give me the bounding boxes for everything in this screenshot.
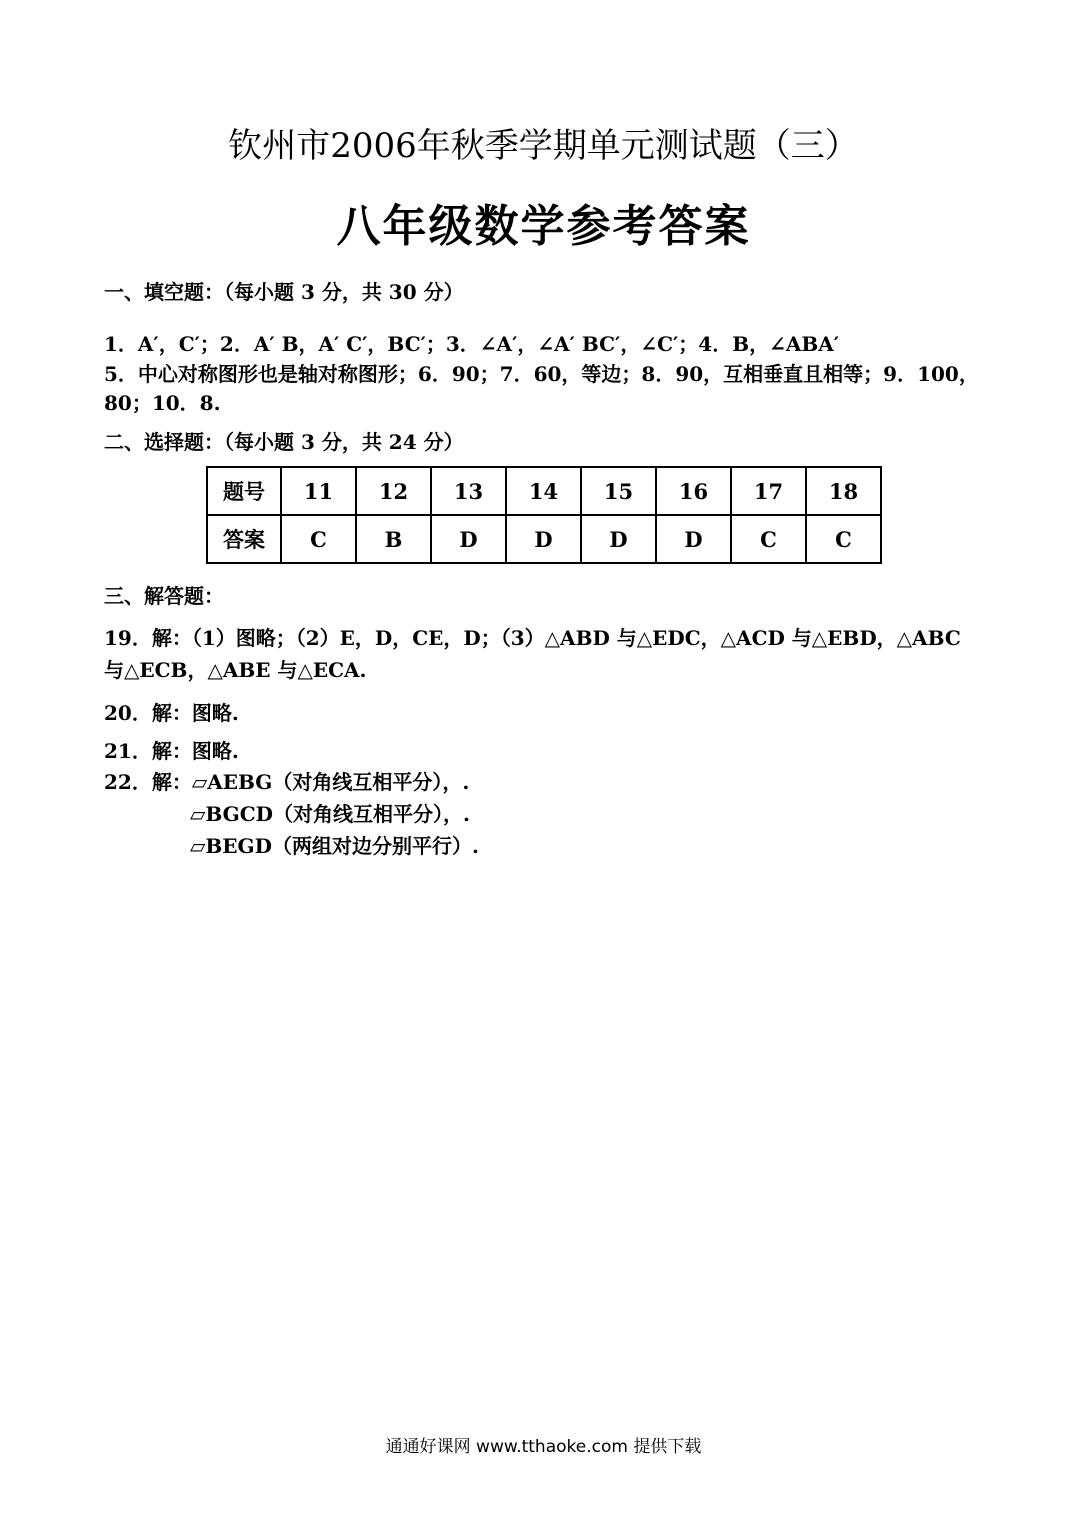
document-subtitle: 八年级数学参考答案 <box>336 201 751 252</box>
question-number-cell: 12 <box>356 467 431 515</box>
answer-cell: B <box>356 515 431 563</box>
answer-cell: D <box>581 515 656 563</box>
question-22-line-3: ▱BEGD（两组对边分别平行）. <box>190 834 479 858</box>
document-title: 钦州市2006年秋季学期单元测试题（三） <box>228 126 859 166</box>
answer-cell: C <box>731 515 806 563</box>
section-3-heading: 三、解答题： <box>104 584 224 608</box>
question-number-cell: 15 <box>581 467 656 515</box>
section-1-heading: 一、填空题：（每小题 3 分，共 30 分） <box>104 280 464 304</box>
page-footer: 通通好课网 www.tthaoke.com 提供下载 <box>385 1437 702 1457</box>
answer-cell: D <box>656 515 731 563</box>
section-1-answers-line-3: 80；10．8. <box>104 391 221 415</box>
answer-cell: C <box>806 515 881 563</box>
question-19-line-1: 19．解：（1）图略；（2）E，D，CE，D；（3）△ABD 与△EDC，△ACD 与△EBD，△ABC <box>104 626 961 650</box>
question-number-cell: 14 <box>506 467 581 515</box>
answer-cell: D <box>431 515 506 563</box>
question-number-row <box>207 467 881 515</box>
section-2-heading: 二、选择题：（每小题 3 分，共 24 分） <box>104 430 464 454</box>
answer-row <box>207 515 881 563</box>
section-1-answers-line-2: 5．中心对称图形也是轴对称图形；6．90；7．60，等边；8．90，互相垂直且相等；9．100， <box>104 362 979 386</box>
section-1-answers-line-1: 1．A′，C′；2．A′ B，A′ C′，BC′；3．∠A′，∠A′ BC′，∠C′；4．B，∠ABA′ <box>104 332 840 356</box>
question-number-cell: 17 <box>731 467 806 515</box>
answer-label: 答案 <box>207 515 281 563</box>
question-number-cell: 11 <box>281 467 356 515</box>
question-20-answer: 20．解：图略. <box>104 701 239 725</box>
question-21-answer: 21．解：图略. <box>104 739 239 763</box>
question-number-cell: 16 <box>656 467 731 515</box>
question-number-cell: 13 <box>431 467 506 515</box>
answer-cell: D <box>506 515 581 563</box>
question-22-line-2: ▱BGCD（对角线互相平分），. <box>190 802 470 826</box>
multiple-choice-answer-table <box>206 466 882 564</box>
question-number-label: 题号 <box>207 467 281 515</box>
question-22-line-1: 22．解：▱AEBG（对角线互相平分），. <box>104 770 470 794</box>
question-19-line-2: 与△ECB，△ABE 与△ECA. <box>104 658 367 682</box>
answer-cell: C <box>281 515 356 563</box>
question-number-cell: 18 <box>806 467 881 515</box>
